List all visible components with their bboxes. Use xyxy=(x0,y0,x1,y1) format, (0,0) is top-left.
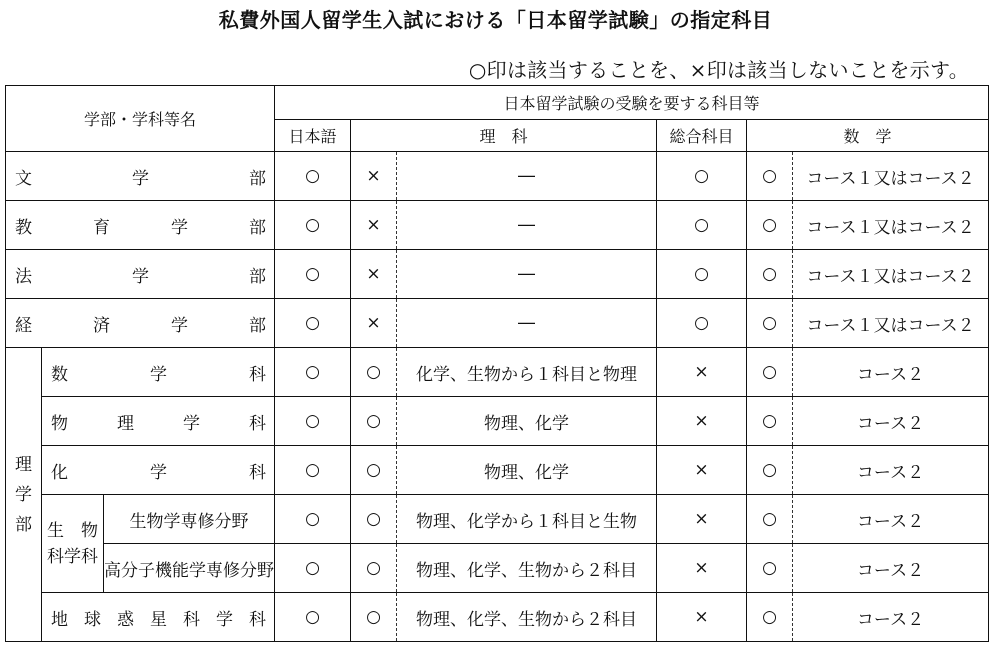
math-flag-cell: ○ xyxy=(747,201,793,250)
math-flag-cell: ○ xyxy=(747,397,793,446)
track-name: 高分子機能学専修分野 xyxy=(104,544,275,593)
general-cell: × xyxy=(657,446,747,495)
japanese-cell: ○ xyxy=(275,152,351,201)
science-flag-cell: ○ xyxy=(351,544,397,593)
table-row xyxy=(6,250,989,299)
japanese-header: 日本語 xyxy=(275,120,351,152)
science-flag-cell: ○ xyxy=(351,593,397,642)
general-cell: ○ xyxy=(657,201,747,250)
japanese-cell: ○ xyxy=(275,299,351,348)
japanese-cell: ○ xyxy=(275,495,351,544)
science-faculty-name: 理 学 部 xyxy=(6,348,42,642)
math-cell: コース２ xyxy=(793,397,989,446)
science-flag-cell: ○ xyxy=(351,446,397,495)
page-title: 私費外国人留学生入試における「日本留学試験」の指定科目 xyxy=(218,8,773,32)
japanese-cell: ○ xyxy=(275,446,351,495)
general-cell: ○ xyxy=(657,299,747,348)
japanese-cell: ○ xyxy=(275,544,351,593)
science-flag-cell: ○ xyxy=(351,495,397,544)
math-cell: コース１又はコース２ xyxy=(793,201,989,250)
math-flag-cell: ○ xyxy=(747,593,793,642)
math-flag-cell: ○ xyxy=(747,446,793,495)
general-cell: × xyxy=(657,495,747,544)
faculty-name: 文 学 部 xyxy=(6,152,275,201)
science-header: 理 科 xyxy=(351,120,657,152)
science-cell: ― xyxy=(397,201,657,250)
math-cell: コース２ xyxy=(793,446,989,495)
science-flag-cell: × xyxy=(351,299,397,348)
general-cell: × xyxy=(657,397,747,446)
math-cell: コース１又はコース２ xyxy=(793,152,989,201)
math-flag-cell: ○ xyxy=(747,495,793,544)
faculty-name: 教 育 学 部 xyxy=(6,201,275,250)
science-cell: 物理、化学 xyxy=(397,446,657,495)
math-flag-cell: ○ xyxy=(747,348,793,397)
math-cell: コース２ xyxy=(793,593,989,642)
table-row xyxy=(6,201,989,250)
track-name: 生物学専修分野 xyxy=(104,495,275,544)
science-cell: 物理、化学から１科目と生物 xyxy=(397,495,657,544)
table-row xyxy=(6,544,989,593)
faculty-header: 学部・学科等名 xyxy=(6,86,275,152)
science-flag-cell: ○ xyxy=(351,348,397,397)
general-cell: ○ xyxy=(657,152,747,201)
math-cell: コース１又はコース２ xyxy=(793,299,989,348)
department-name: 化 学 科 xyxy=(42,446,275,495)
science-cell: 化学、生物から１科目と物理 xyxy=(397,348,657,397)
math-cell: コース１又はコース２ xyxy=(793,250,989,299)
science-cell: ― xyxy=(397,152,657,201)
faculty-name: 経 済 学 部 xyxy=(6,299,275,348)
department-name: 地 球 惑 星 科 学 科 xyxy=(42,593,275,642)
table-row xyxy=(6,446,989,495)
math-cell: コース２ xyxy=(793,544,989,593)
japanese-cell: ○ xyxy=(275,397,351,446)
math-flag-cell: ○ xyxy=(747,544,793,593)
math-flag-cell: ○ xyxy=(747,152,793,201)
general-header: 総合科目 xyxy=(657,120,747,152)
general-cell: × xyxy=(657,544,747,593)
faculty-name: 法 学 部 xyxy=(6,250,275,299)
table-row xyxy=(6,348,989,397)
science-flag-cell: × xyxy=(351,152,397,201)
general-cell: ○ xyxy=(657,250,747,299)
japanese-cell: ○ xyxy=(275,593,351,642)
science-flag-cell: × xyxy=(351,201,397,250)
science-cell: 物理、化学 xyxy=(397,397,657,446)
department-name: 物 理 学 科 xyxy=(42,397,275,446)
general-cell: × xyxy=(657,593,747,642)
japanese-cell: ○ xyxy=(275,250,351,299)
science-flag-cell: ○ xyxy=(351,397,397,446)
header-row-1 xyxy=(6,86,989,120)
table-row xyxy=(6,495,989,544)
subject-table xyxy=(5,85,989,642)
math-cell: コース２ xyxy=(793,495,989,544)
math-flag-cell: ○ xyxy=(747,299,793,348)
science-flag-cell: × xyxy=(351,250,397,299)
eju-header: 日本留学試験の受験を要する科目等 xyxy=(275,86,989,120)
table-row xyxy=(6,299,989,348)
math-flag-cell: ○ xyxy=(747,250,793,299)
general-cell: × xyxy=(657,348,747,397)
table-row xyxy=(6,152,989,201)
science-cell: ― xyxy=(397,250,657,299)
table-row xyxy=(6,593,989,642)
legend-note: ○印は該当することを、×印は該当しないことを示す。 xyxy=(468,58,969,82)
japanese-cell: ○ xyxy=(275,201,351,250)
biology-department-name: 生 物 科学科 xyxy=(42,495,104,593)
math-cell: コース２ xyxy=(793,348,989,397)
table-row xyxy=(6,397,989,446)
department-name: 数 学 科 xyxy=(42,348,275,397)
math-header: 数 学 xyxy=(747,120,989,152)
japanese-cell: ○ xyxy=(275,348,351,397)
science-cell: ― xyxy=(397,299,657,348)
science-cell: 物理、化学、生物から２科目 xyxy=(397,593,657,642)
science-cell: 物理、化学、生物から２科目 xyxy=(397,544,657,593)
